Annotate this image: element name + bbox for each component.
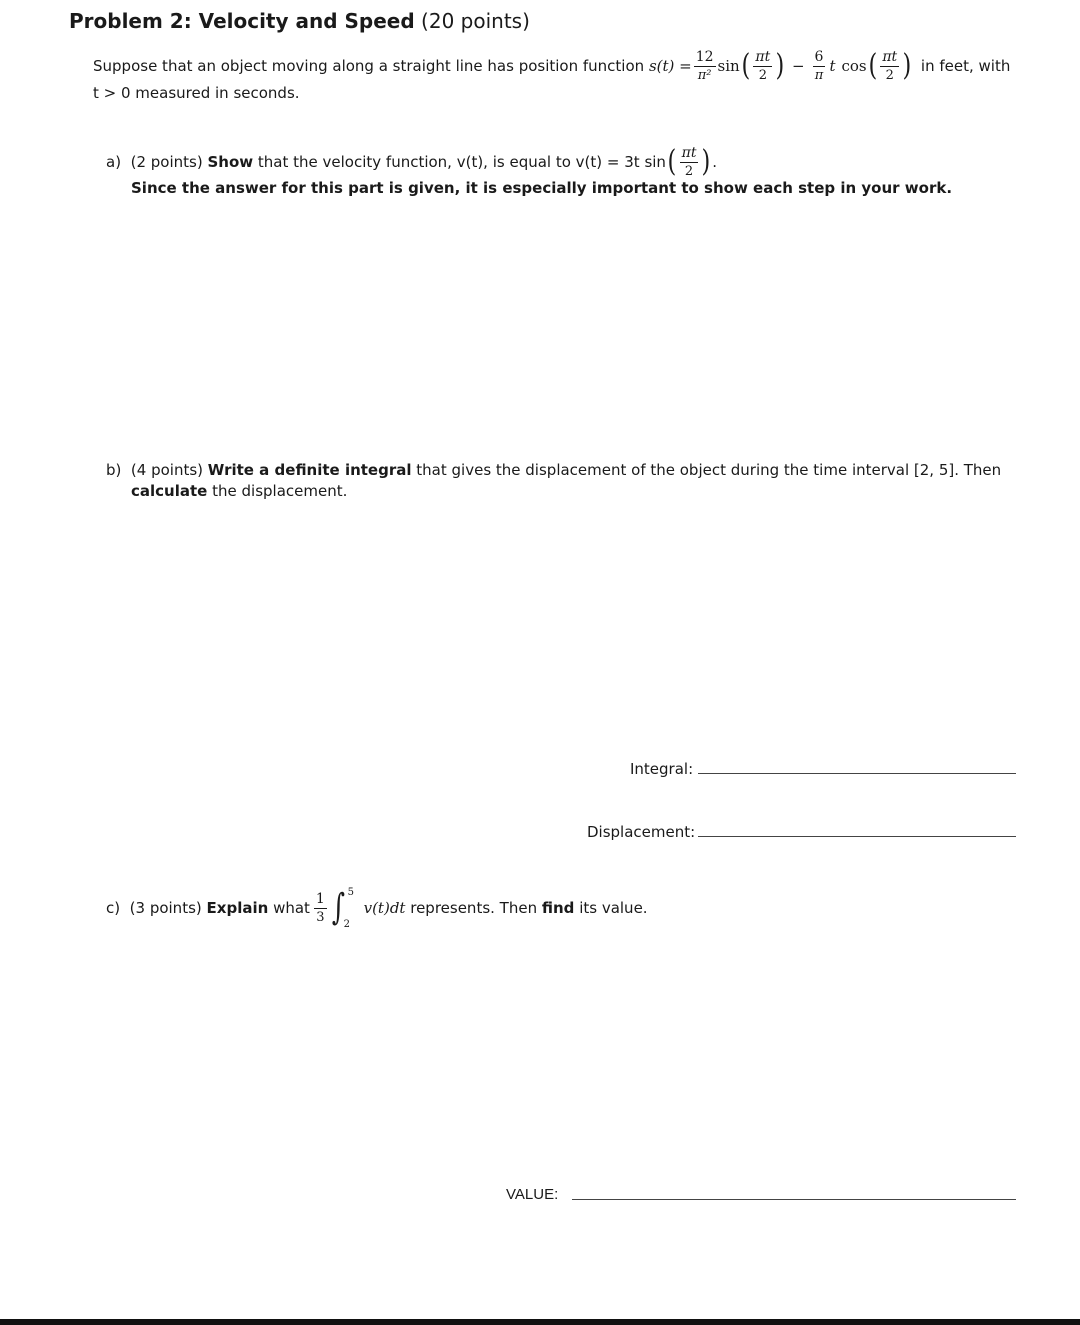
part-a-label: a): [106, 153, 122, 171]
integral-sign-icon: ∫: [331, 887, 345, 928]
part-b-line-2: [131, 482, 347, 500]
part-b-label: b): [106, 461, 122, 479]
integral-answer-line[interactable]: [698, 773, 1016, 774]
part-c-fraction: $\frac{1}{3}$: [315, 891, 325, 925]
displacement-answer-line[interactable]: [698, 836, 1016, 837]
part-a-question: a) (2 points) Show that the velocity function, v(t), is equal to v(t) = 3t sin ( $\frac{\pi t}{2}$ ) .: [106, 144, 717, 179]
problem-title-bold: Problem 2: Velocity and Speed: [69, 9, 415, 33]
part-c-verb-2: find: [541, 899, 575, 917]
integral-limits: [343, 887, 358, 930]
problem-title-points: (20 points): [421, 9, 530, 33]
part-b-text: that gives the displacement of the object during the time interval [2, 5]. Then: [416, 461, 1002, 479]
part-c-integrand: v(t)dt: [363, 899, 406, 917]
part-b-question: [106, 461, 1001, 479]
part-c-question: [106, 886, 648, 930]
cos-label: cos: [841, 57, 867, 75]
part-a-text: that the velocity function, v(t), is equal to v(t) = 3t sin: [257, 153, 666, 171]
part-c-what: what: [273, 899, 310, 917]
part-c-verb: Explain: [206, 899, 269, 917]
part-c-label: c): [106, 899, 121, 917]
intro-text-2: in feet, with: [920, 57, 1011, 75]
integral-answer-label: Integral:: [630, 760, 694, 778]
integral-upper-limit: 5: [347, 887, 354, 898]
intro-line-2: t > 0 measured in seconds.: [93, 84, 300, 102]
intro-text-1: Suppose that an object moving along a straight line has position function: [93, 57, 645, 75]
minus-sign: −: [791, 57, 805, 75]
part-b-points: (4 points): [130, 461, 204, 479]
part-a-fraction: $\frac{\pi t}{2}$: [681, 145, 697, 179]
part-a-points: (2 points): [130, 153, 203, 171]
page-bottom-border: [0, 1319, 1080, 1325]
position-function-label: s(t) =: [648, 57, 692, 75]
value-answer-line[interactable]: [572, 1199, 1016, 1200]
part-b-verb: Write a definite integral: [207, 461, 412, 479]
fraction-12-over-pi-squared: $\frac{12}{\text{π²}}$: [695, 49, 714, 83]
sin-label: sin: [717, 57, 740, 75]
fraction-pi-t-over-2: $\frac{\pi t}{2}$: [755, 49, 771, 83]
part-b-verb-2: calculate: [131, 482, 208, 500]
problem-title: [69, 9, 530, 33]
integral-lower-limit: 2: [343, 919, 350, 930]
part-c-text: represents. Then: [410, 899, 538, 917]
part-c-text-2: its value.: [579, 899, 648, 917]
intro-line-1: Suppose that an object moving along a straight line has position function s(t) = $\frac{12}{\text{π²}}$ sin ( $\frac{\pi t}{2}$ ) − $\frac{6}{\pi}$ t cos ( $\frac{\pi t}{2}$ ) in feet, with: [93, 48, 1011, 83]
part-a-period: .: [712, 153, 717, 171]
part-b-text-2: the displacement.: [212, 482, 348, 500]
value-answer-label: VALUE:: [506, 1186, 559, 1203]
displacement-answer-label: Displacement:: [587, 823, 696, 841]
part-c-points: (3 points): [129, 899, 202, 917]
part-a-verb: Show: [207, 153, 254, 171]
fraction-6-over-pi: $\frac{6}{\pi}$: [814, 49, 824, 83]
t-variable: t: [829, 57, 836, 75]
part-a-note: Since the answer for this part is given, it is especially important to show each step in your work.: [131, 179, 953, 197]
fraction-pi-t-over-2-cos: $\frac{\pi t}{2}$: [882, 49, 898, 83]
